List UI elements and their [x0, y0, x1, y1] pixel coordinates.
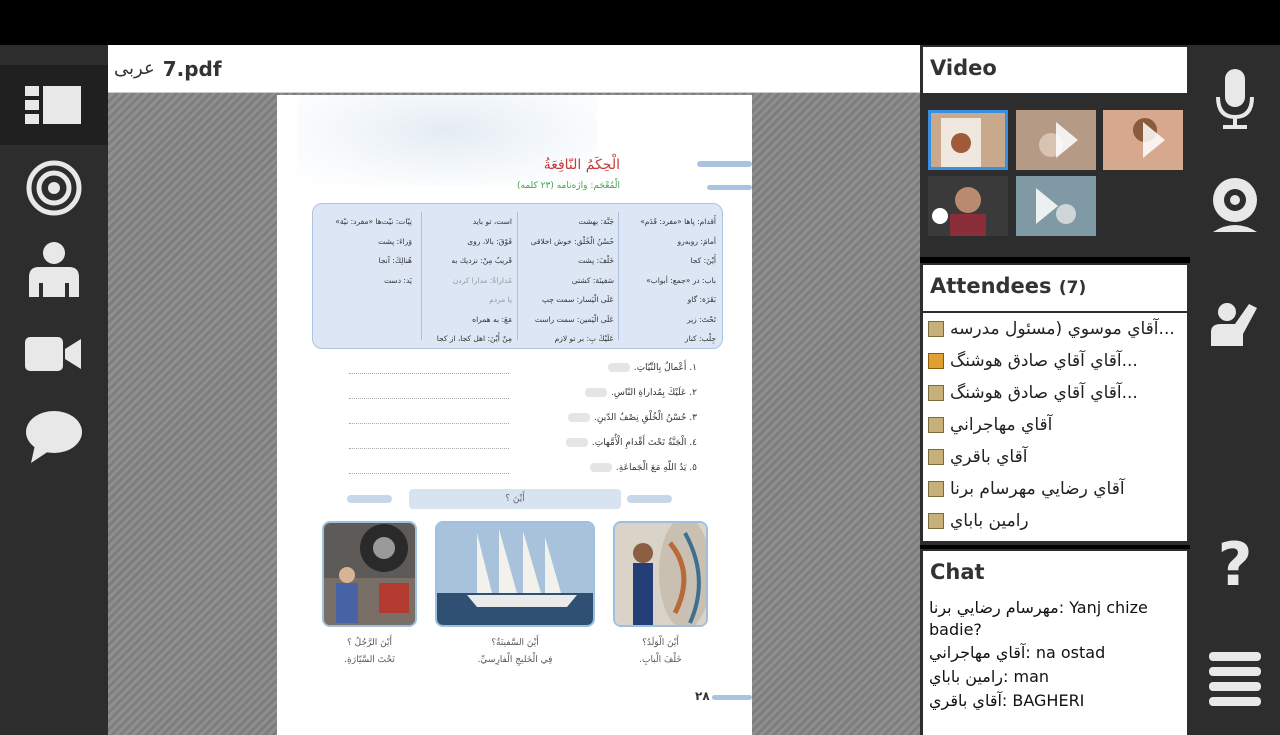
video-thumbnail[interactable] [1016, 176, 1096, 236]
subheading-bar [707, 185, 752, 190]
video-thumbnail[interactable] [928, 176, 1008, 236]
question-mark-icon: ? [1217, 530, 1253, 600]
chat-message-list[interactable] [923, 597, 1187, 735]
video-thumbnail[interactable] [1103, 110, 1183, 170]
layout-panels-icon [25, 84, 83, 126]
attendee-icon [928, 449, 944, 465]
chat-message: آقاي مهاجراني: na ostad [929, 643, 1106, 662]
vocab-column-3: است، تو بايد فَوْقَ: بالا، روی قَريبٌ مِنْ: نزديك به مُداراةٌ: مدارا كردن يا مردم مَعَ: به همراه مِنْ أَيْنَ: اهل كجا، از كجا [436, 217, 512, 343]
video-panel-title: Video [923, 47, 1187, 93]
car-mechanic-photo [322, 521, 417, 627]
microphone-icon [1215, 69, 1255, 131]
boy-door-photo [613, 521, 708, 627]
banner-line-right [627, 495, 672, 503]
hamburger-menu-icon [1209, 652, 1261, 708]
left-toolbar [0, 45, 108, 735]
camera-button[interactable] [0, 314, 108, 394]
chat-message: رامين باباي: man [929, 667, 1050, 686]
attendee-row[interactable]: رامين باباي [923, 505, 1187, 537]
attendee-row[interactable]: آقاي مهاجراني [923, 409, 1187, 441]
target-broadcast-icon [26, 160, 82, 216]
microphone-button[interactable] [1190, 50, 1280, 150]
help-button[interactable] [1190, 515, 1280, 615]
attendee-row[interactable]: آقاي موسوي (مسئول مدرسه... [923, 313, 1187, 345]
chat-message: مهرسام رضايي برنا: Yanj chize badie? [929, 598, 1148, 639]
attendee-row[interactable]: آقاي رضايي مهرسام برنا [923, 473, 1187, 505]
document-viewer[interactable] [108, 45, 920, 735]
attendee-icon [928, 481, 944, 497]
webcam-button[interactable] [1190, 155, 1280, 255]
attendee-icon [928, 321, 944, 337]
document-title-bar [108, 45, 920, 93]
vocab-column-1: أَقدام: پاها «مفرد: قَدَم» أمامَ: روبه‌رو أَيْنَ: كجا باب: در «جمع: أبواب» بَقَرَة: گاو تَحْتَ: زير جِلْب: كنار [640, 217, 716, 343]
document-file-name: 7.pdf [162, 56, 222, 81]
presenter-icon [928, 353, 944, 369]
banner-line-left [347, 495, 392, 503]
vocab-column-4: نِيّات: نيّت‌ها «مفرد: نيّة» وَراءَ: پشت هُنالِكَ: آنجا يَد: دست [335, 217, 412, 285]
video-panel [920, 45, 1190, 257]
attendee-icon [928, 385, 944, 401]
vocabulary-box [312, 203, 723, 349]
menu-button[interactable] [1190, 630, 1280, 730]
video-thumbnail[interactable] [1016, 110, 1096, 170]
caption-boy: أَيْنَ الْوَلَدُ؟ خَلْفَ الْبابِ. [639, 638, 682, 665]
raise-hand-icon [1207, 292, 1263, 348]
raise-hand-button[interactable] [1190, 270, 1280, 370]
attendee-icon [928, 417, 944, 433]
document-title-prefix: عربی [114, 58, 155, 79]
chat-panel-title: Chat [923, 551, 1187, 597]
chat-panel [920, 549, 1190, 735]
exercise-line: ٣. حُسْنُ الْخُلْقِ نِصْفُ الدّينِ. [337, 413, 697, 423]
chat-bubble-icon [25, 409, 83, 465]
pdf-page[interactable] [277, 95, 752, 735]
chat-message: آقاي باقري: BAGHERI [929, 691, 1085, 710]
exercise-line: ٢. عَلَيْكَ بِمُداراةِ النّاسِ. [337, 388, 697, 398]
attendees-button[interactable] [0, 231, 108, 311]
attendees-panel-title: Attendees (7) [923, 265, 1187, 311]
layout-toggle-button[interactable] [0, 65, 108, 145]
user-icon [27, 241, 81, 301]
attendee-icon [928, 513, 944, 529]
lesson-subheading: الْمُعْجَم: واژه‌نامه (٢٣ كلمه) [517, 181, 620, 191]
section-banner: أَيْنَ ؟ [409, 489, 621, 509]
chat-button[interactable] [0, 397, 108, 477]
vocab-column-2: جَنَّة: بهشت حُسْنُ الْخُلْق: خوش اخلاقی خَلْفَ: پشت سَفينَة: كشتی عَلَى الْيَسار: سمت چپ عَلَى الْيَمين: سمت راست عَلَيْكَ بِ: بر تو لازم [530, 217, 614, 343]
caption-ship: أَيْنَ السَّفينَةُ؟ فِي الْخَليجِ الْفارِسيِّ. [477, 638, 553, 665]
attendee-row[interactable]: آقاي باقري [923, 441, 1187, 473]
video-camera-icon [25, 335, 83, 373]
page-number: ٢٨ [695, 689, 710, 703]
exercise-line: ٥. يَدُ اللّهِ مَعَ الْجَماعَةِ. [337, 463, 697, 473]
webcam-icon [1209, 176, 1261, 234]
exercise-line: ١. أَعْمالُ بِالنِّيّاتِ. [337, 363, 697, 373]
video-thumbnail[interactable] [928, 110, 1008, 170]
attendee-row[interactable]: آقاي آقاي صادق هوشنگ... [923, 345, 1187, 377]
exercise-line: ٤. الْجَنَّةُ تَحْتَ أَقْدامِ الْأُمَّهاتِ. [337, 438, 697, 448]
heading-bar [697, 161, 752, 167]
top-status-bar [0, 0, 1280, 45]
sailing-ship-photo [435, 521, 595, 627]
footer-bar [712, 695, 752, 700]
right-toolbar [1190, 45, 1280, 735]
attendee-row[interactable]: آقاي آقاي صادق هوشنگ... [923, 377, 1187, 409]
lesson-heading: الْحِكَمُ النّافِعَةُ [543, 157, 620, 173]
broadcast-button[interactable] [0, 148, 108, 228]
attendees-list [923, 313, 1187, 541]
caption-car: أَيْنَ الرَّجُلُ ؟ تَحْتَ السَّيّارَةِ. [344, 638, 395, 665]
attendees-panel [920, 263, 1190, 545]
